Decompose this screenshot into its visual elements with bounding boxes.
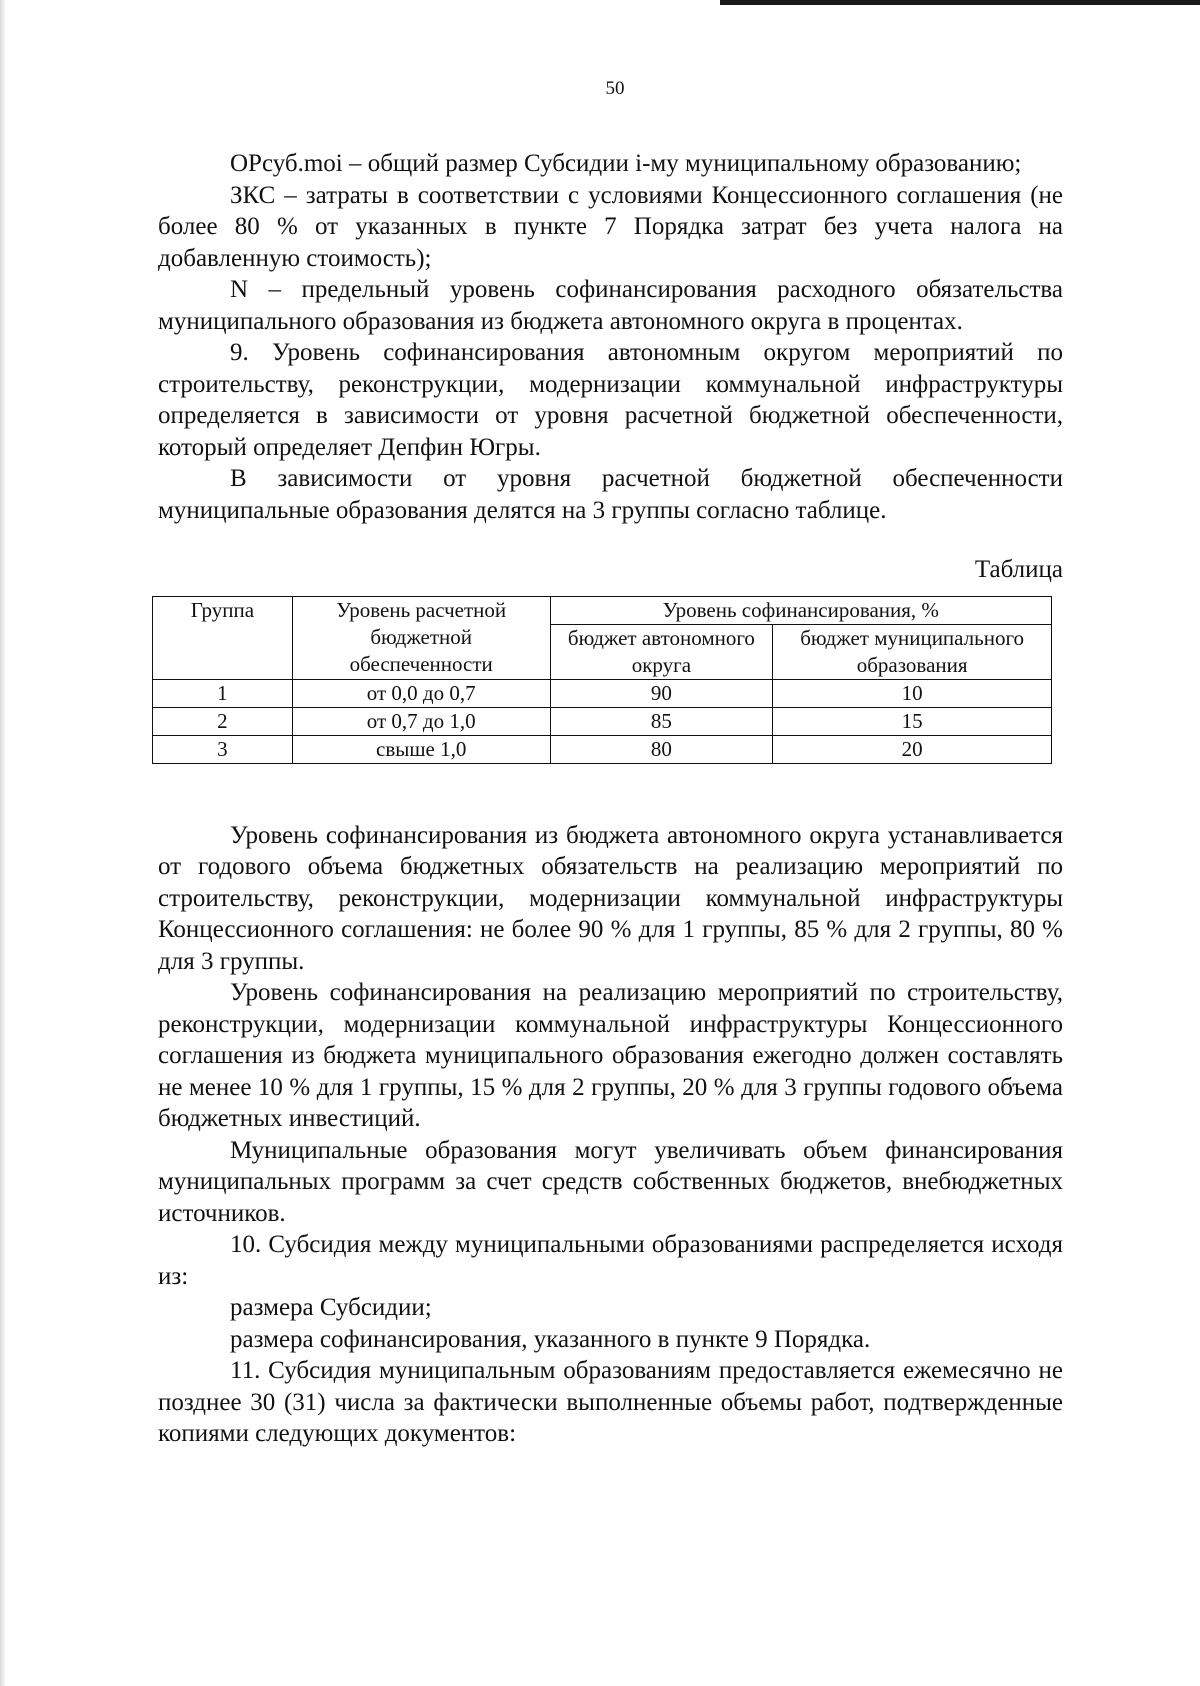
header-municipal: бюджет муниципального образования bbox=[773, 624, 1052, 679]
header-cofin: Уровень софинансирования, % bbox=[550, 596, 1051, 624]
paragraph-okrug-cofin: Уровень софинансирования из бюджета автономного округа устанавливается от годового объема бюджетных обязательств на реализацию мероприятий по строительству, реконструкции, модернизации коммунальной инфраструктуры Концессионного соглашения: не более 90 % для 1 группы, 85 % для 2 группы, 80 % для 3 группы. bbox=[158, 821, 1063, 975]
paragraph-cofin-size: размера софинансирования, указанного в пункте 9 Порядка. bbox=[230, 1325, 871, 1353]
cell-okrug: 80 bbox=[550, 735, 773, 763]
table-row bbox=[153, 707, 1052, 735]
page-number: 50 bbox=[605, 78, 625, 99]
cell-group: 3 bbox=[153, 735, 293, 763]
header-group: Группа bbox=[153, 596, 293, 679]
document-body bbox=[158, 148, 1063, 1450]
paragraph-n: N – предельный уровень софинансирования расходного обязательства муниципального образования из бюджета автономного округа в процентах. bbox=[158, 276, 1063, 335]
table-header-row bbox=[153, 596, 1052, 624]
cofinancing-table bbox=[152, 596, 1052, 764]
paragraph-orsub: ОРсуб.moi – общий размер Субсидии i-му муниципальному образованию; bbox=[230, 150, 1022, 177]
cell-group: 1 bbox=[153, 679, 293, 707]
table-row bbox=[153, 679, 1052, 707]
paragraph-increase-funding: Муниципальные образования могут увеличивать объем финансирования муниципальных программ за счет средств собственных бюджетов, внебюджетных источников. bbox=[158, 1136, 1063, 1227]
paragraph-municipal-cofin: Уровень софинансирования на реализацию мероприятий по строительству, реконструкции, модернизации коммунальной инфраструктуры Концессионного соглашения из бюджета муниципального образования ежегодно должен составлять не менее 10 % для 1 группы, 15 % для 2 группы, 20 % для 3 группы годового объема бюджетных инвестиций. bbox=[158, 979, 1063, 1132]
cell-level: свыше 1,0 bbox=[292, 735, 550, 763]
header-level: Уровень расчетной бюджетной обеспеченности bbox=[292, 596, 550, 679]
cell-group: 2 bbox=[153, 707, 293, 735]
paragraph-item-10: 10. Субсидия между муниципальными образованиями распределяется исходя из: bbox=[158, 1231, 1063, 1290]
paragraph-subsidy-size: размера Субсидии; bbox=[230, 1294, 432, 1321]
cell-municipal: 15 bbox=[773, 707, 1052, 735]
table-caption: Таблица bbox=[974, 556, 1063, 583]
scan-edge-left bbox=[0, 0, 6, 1686]
cell-okrug: 90 bbox=[550, 679, 773, 707]
paragraph-zks: ЗКС – затраты в соответствии с условиями Концессионного соглашения (не более 80 % от указанных в пункте 7 Порядка затрат без учета налога на добавленную стоимость); bbox=[158, 181, 1063, 272]
cell-municipal: 20 bbox=[773, 735, 1052, 763]
cell-municipal: 10 bbox=[773, 679, 1052, 707]
paragraph-groups: В зависимости от уровня расчетной бюджетной обеспеченности муниципальные образования делятся на 3 группы согласно таблице. bbox=[158, 465, 1063, 524]
cell-level: от 0,0 до 0,7 bbox=[292, 679, 550, 707]
cell-level: от 0,7 до 1,0 bbox=[292, 707, 550, 735]
cell-okrug: 85 bbox=[550, 707, 773, 735]
paragraph-item-9: 9. Уровень софинансирования автономным округом мероприятий по строительству, реконструкции, модернизации коммунальной инфраструктуры определяется в зависимости от уровня расчетной бюджетной обеспеченности, который определяет Депфин Югры. bbox=[158, 339, 1063, 461]
paragraph-item-11: 11. Субсидия муниципальным образованиям предоставляется ежемесячно не позднее 30 (31) числа за фактически выполненные объемы работ, подтвержденные копиями следующих документов: bbox=[158, 1357, 1063, 1447]
header-okrug: бюджет автономного округа bbox=[550, 624, 773, 679]
table-row bbox=[153, 735, 1052, 763]
post-table-section bbox=[158, 820, 1063, 1450]
scan-edge-top bbox=[720, 0, 1200, 5]
